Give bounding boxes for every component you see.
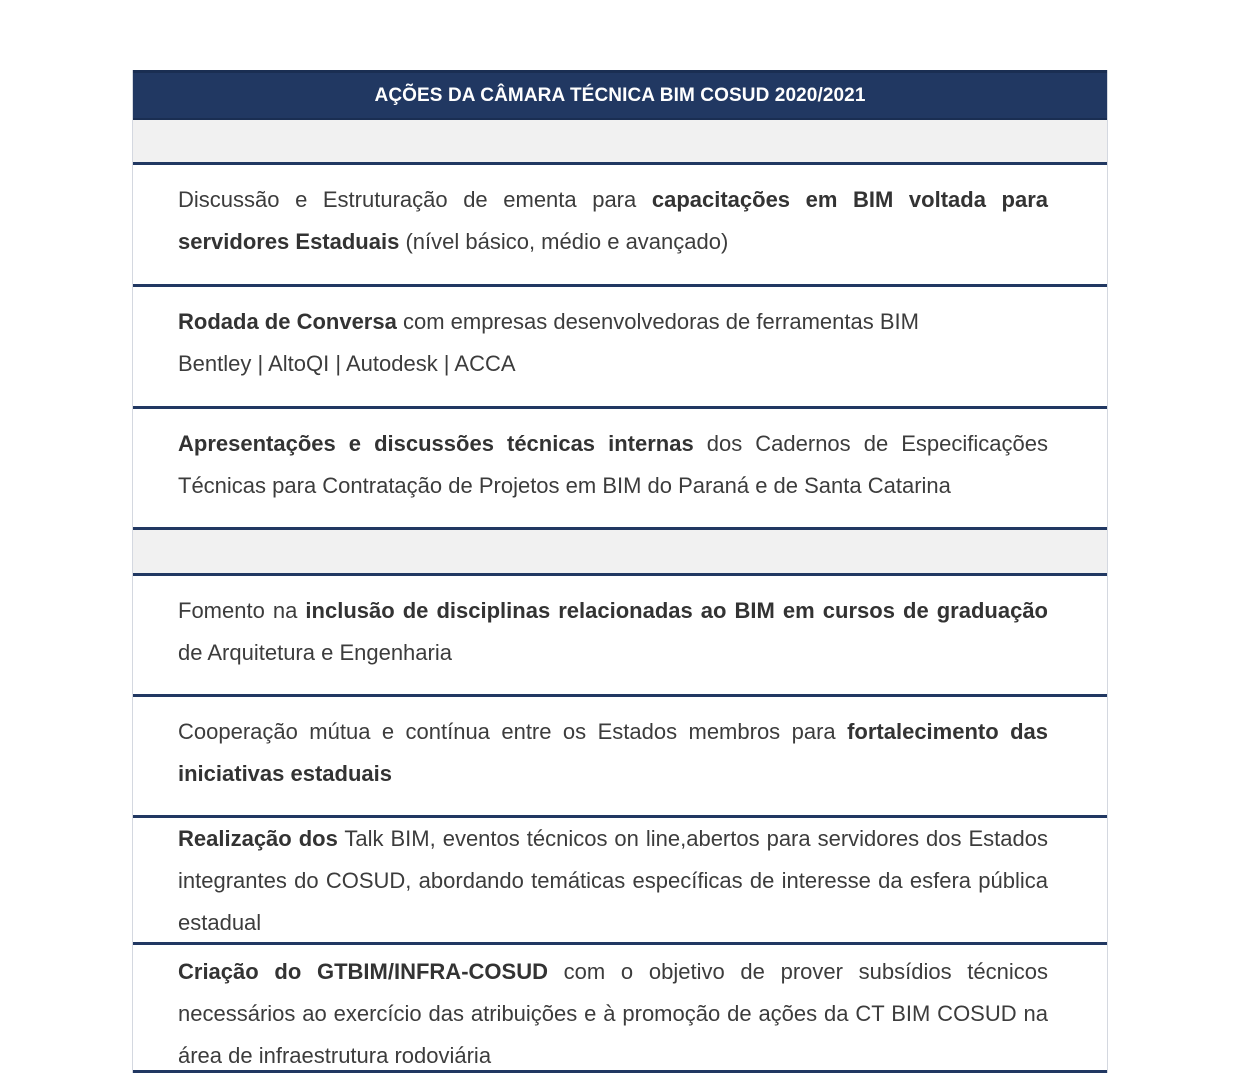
row-text: Talk BIM, eventos técnicos on line,abertos para servidores dos Estados integrantes do COSUD, abordando temáticas específicas de interesse da esfera pública estadual <box>178 826 1048 935</box>
row-bold-text: Realização dos <box>178 826 338 851</box>
row-bold-text: fortalecimento das iniciativas estaduais <box>178 719 1048 786</box>
row-text: de Arquitetura e Engenharia <box>178 640 452 665</box>
actions-table <box>132 70 1108 1073</box>
table-row <box>133 697 1107 818</box>
table-row <box>133 576 1107 697</box>
row-bold-text: inclusão de disciplinas relacionadas ao BIM em cursos de graduação <box>305 598 1048 623</box>
row-bold-text: capacitações em BIM voltada para servidores Estaduais <box>178 187 1048 254</box>
table-row <box>133 818 1107 945</box>
row-text: Cooperação mútua e contínua entre os Estados membros para <box>178 719 848 744</box>
row-text: (nível básico, médio e avançado) <box>399 229 729 254</box>
row-bold-text: Criação do GTBIM/INFRA-COSUD <box>178 959 548 984</box>
table-row <box>133 165 1107 287</box>
table-band <box>133 120 1107 165</box>
row-text: Discussão e Estruturação de ementa para <box>178 187 652 212</box>
row-text: Fomento na <box>178 598 306 623</box>
row-text: dos Cadernos de Especificações Técnicas para Contratação de Projetos em BIM do Paraná e de Santa Catarina <box>178 431 1048 498</box>
row-text: com o objetivo de prover subsídios técnicos necessários ao exercício das atribuições e à promoção de ações da CT BIM COSUD na área de infraestrutura rodoviária <box>178 959 1048 1068</box>
table-row <box>133 945 1107 1073</box>
row-bold-text: Apresentações e discussões técnicas internas <box>178 431 694 456</box>
table-title <box>133 70 1107 120</box>
table-band <box>133 530 1107 576</box>
table-row <box>133 287 1107 409</box>
row-bold-text: Rodada de Conversa <box>178 309 397 334</box>
row-text: com empresas desenvolvedoras de ferramentas BIM <box>396 309 919 334</box>
table-row <box>133 409 1107 530</box>
table-title-text: AÇÕES DA CÂMARA TÉCNICA BIM COSUD 2020/2021 <box>374 84 866 106</box>
row-text: Bentley | AltoQI | Autodesk | ACCA <box>178 351 516 376</box>
